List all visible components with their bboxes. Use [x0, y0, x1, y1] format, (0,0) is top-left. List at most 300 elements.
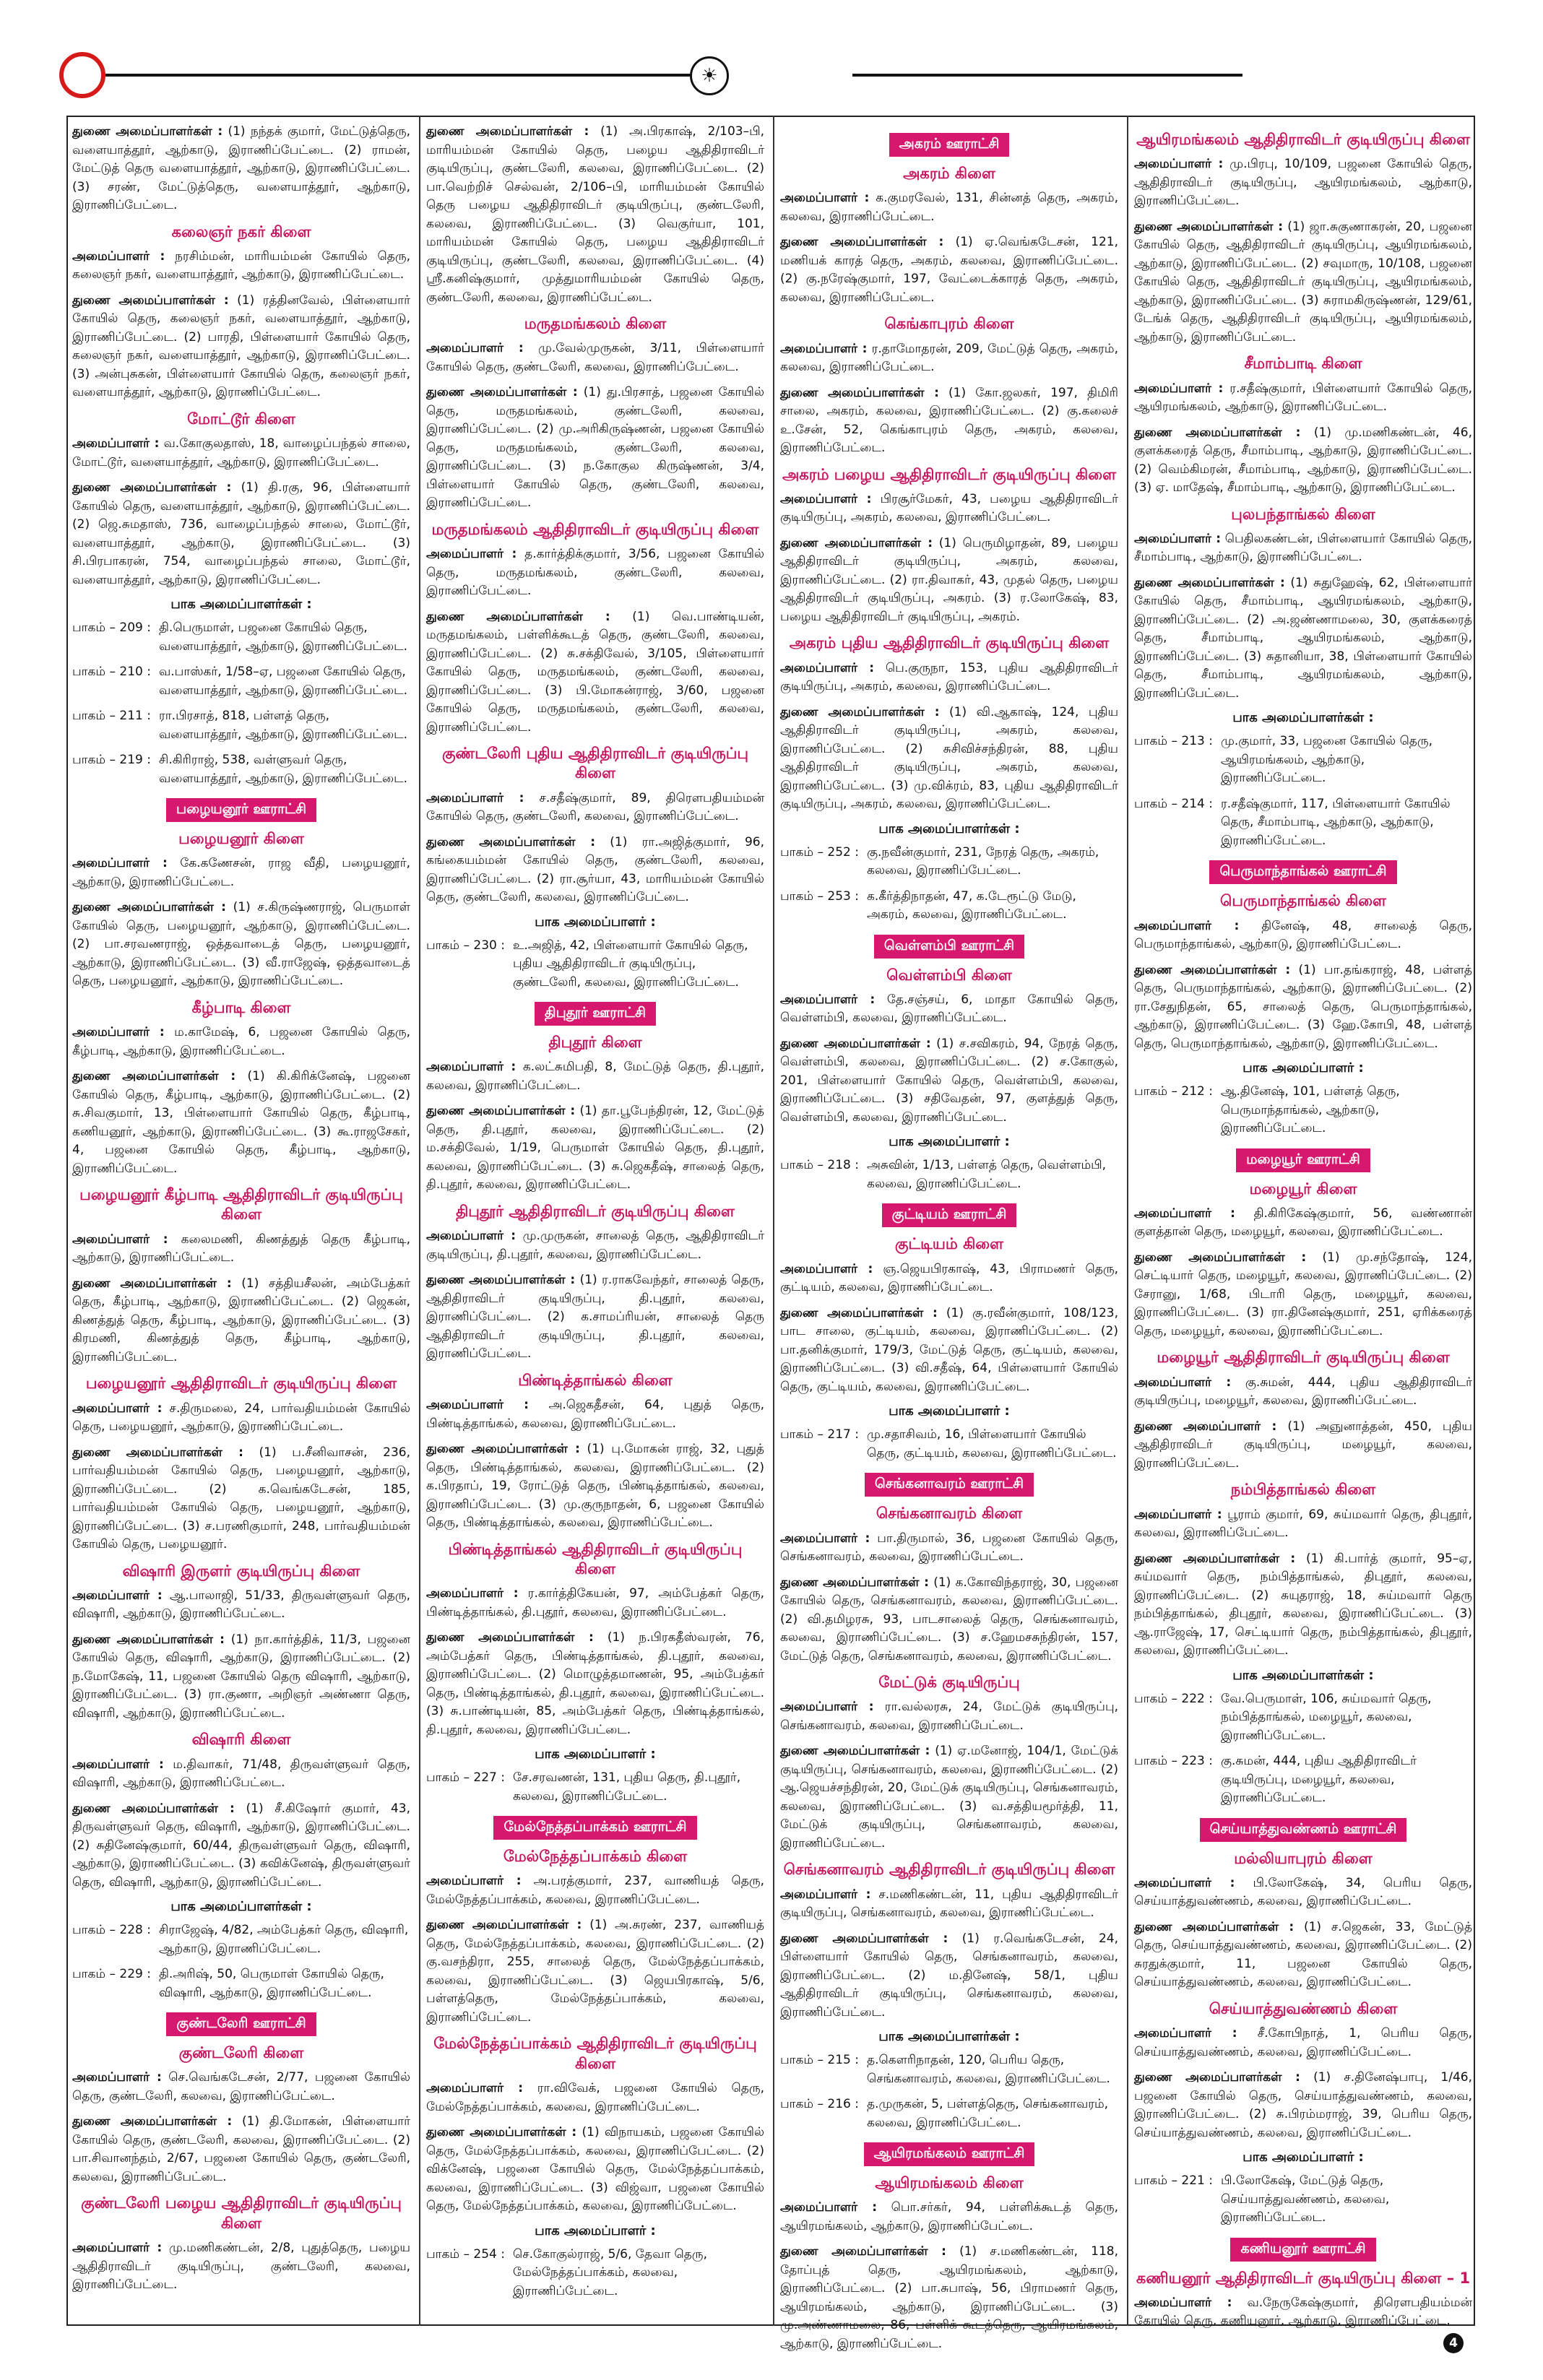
branch-heading: குண்டலேரி கிளை	[178, 2044, 304, 2062]
member-details: (1) ஜா.சுகுணாகரன், 20, பஜனை கோயில் தெரு, ஆதிதிராவிடர் குடியிருப்பு, ஆயிரமங்கலம், ஆற்காடு, இராணிப்பேட்டை. (2) சவுமாரு, 10/108, பஜனை கோயில் தெரு, ஆதிதிராவிடர் குடியிருப்பு, ஆயிரமங்கலம், ஆற்காடு, இராணிப்பேட்டை. (3) சுராமகிருஷ்ணன், 129/61, டேங்க் தெரு, ஆதிதிராவிடர் குடியிருப்பு, ஆயிரமங்கலம், ஆற்காடு, இராணிப்பேட்டை.	[1134, 219, 1472, 345]
member-details: (1) தி.மோகன், பிள்ளையார் கோயில் தெரு, குண்டலேரி, கலவை, இராணிப்பேட்டை. (2) பா.சிவானந்தம், 2/67, பஜனை கோயில் தெரு, குண்டலேரி, கலவை, இராணிப்பேட்டை.	[72, 2114, 411, 2184]
panchayat-title: கணியனூர் ஊராட்சி	[1230, 2238, 1375, 2262]
member-entry	[780, 2199, 1118, 2236]
branch-heading: நம்பித்தாங்கல் கிளை	[1230, 1481, 1376, 1499]
branch-heading: திபுதூர் கிளை	[548, 1034, 642, 1052]
member-details: (1) மு.மணிகண்டன், 46, குளக்கரைத் தெரு, சீமாம்பாடி, ஆற்காடு, இராணிப்பேட்டை. (2) வெம்கிமரன், சீமாம்பாடி, ஆற்காடு, இராணிப்பேட்டை. (3) ஏ. மாதேஷ், சீமாம்பாடி, ஆற்காடு, இராணிப்பேட்டை.	[1134, 425, 1473, 496]
ward-details: கு.சுமன், 444, புதிய ஆதிதிராவிடர் குடியிருப்பு, மழையூர், கலவை, இராணிப்பேட்டை.	[1221, 1754, 1417, 1806]
ward-details: தி.பெருமாள், பஜனை கோயில் தெரு, வளையாத்தூர், ஆற்காடு, இராணிப்பேட்டை.	[159, 620, 408, 654]
branch-section	[426, 520, 764, 737]
member-details: (1) ப.சீனிவாசன், 236, பார்வதியம்மன் கோயில் தெரு, பழையனூர், ஆற்காடு, இராணிப்பேட்டை. (2) க.வெங்கடேசன், 185, பார்வதியம்மன் கோயில் தெரு, பழையனூர், ஆற்காடு, இராணிப்பேட்டை. (3) ச.பரணிகுமார், 248, பார்வதியம்மன் கோயில் தெரு, பழையனூர்.	[72, 1445, 411, 1552]
member-entry	[1134, 2025, 1472, 2061]
ward-details: உ.அஜித், 42, பிள்ளையார் கோயில் தெரு, புதிய ஆதிதிராவிடர் குடியிருப்பு, குண்டலேரி, கலவை, இராணிப்பேட்டை.	[513, 938, 748, 990]
branch-section	[1134, 1480, 1472, 1807]
branch-section	[780, 133, 1118, 307]
page-header	[0, 0, 1543, 108]
member-details: கலைமணி, கிணத்துத் தெரு கீழ்பாடி, ஆற்காடு, இராணிப்பேட்டை.	[72, 1232, 411, 1265]
ward-entry	[1134, 795, 1472, 851]
role-label: துணை அமைப்பாளர்கள் :	[72, 900, 226, 915]
role-label: அமைப்பாளர் :	[780, 491, 872, 506]
member-entry	[72, 854, 410, 891]
role-label: அமைப்பாளர் :	[780, 1700, 874, 1715]
header-rule-left	[105, 74, 691, 77]
member-details: (1) நா.கார்த்திக், 11/3, பஜனை கோயில் தெரு, விஷாரி, ஆற்காடு, இராணிப்பேட்டை. (2) ந.மோகேஷ், 11, பஜனை கோயில் தெரு விஷாரி, ஆற்காடு, இராணிப்பேட்டை. (3) ரா.குணா, அறிஞர் அண்ணா தெரு, விஷாரி, ஆற்காடு, இராணிப்பேட்டை.	[72, 1632, 410, 1721]
branch-section	[1134, 130, 1472, 347]
branch-heading: மருதமங்கலம் ஆதிதிராவிடர் குடியிருப்பு கிளை	[431, 520, 759, 538]
role-label: துணை அமைப்பாளர்கள் :	[780, 235, 944, 250]
role-label: அமைப்பாளர் :	[72, 1588, 163, 1603]
panchayat-banner	[780, 935, 1118, 959]
branch-section	[72, 2194, 410, 2294]
ward-details: வே.பெருமாள், 106, சுய்மவார் தெரு, நம்பித்தாங்கல், மழையூர், கலவை, இராணிப்பேட்டை.	[1221, 1691, 1432, 1743]
branch-heading: அகரம் புதிய ஆதிதிராவிடர் குடியிருப்பு கிளை	[789, 634, 1110, 652]
member-entry	[780, 340, 1118, 377]
ward-number: பாகம் – 223 :	[1134, 1754, 1213, 1769]
member-details: (1) அ.பிரகாஷ், 2/103–பி, மாரியம்மன் கோயில் தெரு, பழைய ஆதிதிராவிடர் குடியிருப்பு, குண்டலேரி, கலவை, இராணிப்பேட்டை. (2) பா.வெற்றிச் செல்வன், 2/106–பி, மாரியம்மன் கோயில் தெரு பழைய ஆதிதிராவிடர் குடியிருப்பு, குண்டலேரி, கலவை, இராணிப்பேட்டை. (3) வெகுர்யா, 101, மாரியம்மன் கோயில் தெரு, பழைய ஆதிதிராவிடர் குடியிருப்பு, குண்டலேரி, கலவை, இராணிப்பேட்டை. (4) ஸ்ரீ.கனிஷ்குமார், முத்துமாரியம்மன் கோயில் தெரு, குண்டலேரி, கலவை, இராணிப்பேட்டை.	[426, 124, 765, 305]
member-entry	[72, 479, 410, 589]
branch-section	[1134, 1348, 1472, 1473]
role-label: அமைப்பாளர் :	[426, 547, 517, 562]
ward-entry	[72, 619, 410, 656]
role-label: துணை அமைப்பாளர்கள் :	[72, 1445, 243, 1460]
branch-heading: பழையனூர் ஆதிதிராவிடர் குடியிருப்பு கிளை	[85, 1375, 397, 1393]
member-entry	[426, 384, 764, 513]
member-entry	[1134, 1550, 1472, 1661]
role-label: துணை அமைப்பாளர்கள் :	[72, 1276, 232, 1291]
member-details: ர.தாமோதரன், 209, மேட்டுத் தெரு, அகரம், கலவை, இராணிப்பேட்டை.	[780, 341, 1119, 375]
member-details: (1) வி.ஆகாஷ், 124, புதிய ஆதிதிராவிடர் குடியிருப்பு, அகரம், கலவை, இராணிப்பேட்டை. (2) சுசிவிச்சந்திரன், 88, புதிய ஆதிதிராவிடர் குடியிருப்பு, அகரம், கலவை, இராணிப்பேட்டை. (3) மு.விக்ரம், 83, புதிய ஆதிதிராவிடர் குடியிருப்பு, அகரம், கலவை, இராணிப்பேட்டை.	[780, 704, 1119, 812]
role-label: அமைப்பாளர் :	[72, 1025, 165, 1040]
member-details: மு.வேல்முருகன், 3/11, பிள்ளையார் கோயில் தெரு, குண்டலேரி, கலவை, இராணிப்பேட்டை.	[426, 341, 764, 374]
member-entry	[426, 1872, 764, 1909]
member-details: ர.கார்த்திகேயன், 97, அம்பேத்கர் தெரு, பிண்டித்தாங்கல், தி.புதூர், கலவை, இராணிப்பேட்டை.	[426, 1586, 764, 1619]
role-label: அமைப்பாளர் :	[72, 856, 168, 871]
role-label: துணை அமைப்பாளர்கள் :	[1134, 425, 1301, 440]
ward-organisers-heading: பாக அமைப்பாளர்கள் :	[878, 821, 1020, 836]
ward-details: மு.குமார், 33, பஜனை கோயில் தெரு, ஆயிரமங்கலம், ஆற்காடு, இராணிப்பேட்டை.	[1221, 734, 1433, 786]
role-label: துணை அமைப்பாளர்கள் :	[426, 1918, 582, 1933]
role-label: அமைப்பாளர் :	[780, 660, 875, 675]
member-details: ரா.வல்லரசு, 24, மேட்டுக் குடியிருப்பு, செங்கனாவரம், கலவை, இராணிப்பேட்டை.	[780, 1700, 1119, 1733]
branch-heading: பிண்டித்தாங்கல் கிளை	[518, 1371, 673, 1389]
member-details: வ.கோகுலதாஸ், 18, வாழைப்பந்தல் சாலை, மோட்டூர், வளையாத்தூர், ஆற்காடு, இராணிப்பேட்டை.	[72, 436, 410, 469]
member-entry	[72, 1587, 410, 1624]
ward-number: பாகம் – 222 :	[1134, 1691, 1213, 1706]
branch-heading: திபுதூர் ஆதிதிராவிடர் குடியிருப்பு கிளை	[456, 1202, 735, 1220]
header-rule-right	[852, 74, 1242, 77]
ward-details: சிராஜேஷ், 4/82, அம்பேத்கர் தெரு, விஷாரி, ஆற்காடு, இராணிப்பேட்டை.	[159, 1923, 409, 1956]
member-details: பிரசூர்மேகர், 43, பழைய ஆதிதிராவிடர் குடியிருப்பு, அகரம், கலவை, இராணிப்பேட்டை.	[780, 491, 1118, 525]
member-entry	[1134, 1506, 1472, 1543]
role-label: துணை அமைப்பாளர்கள் :	[426, 1630, 594, 1645]
column-1	[72, 123, 410, 2319]
ward-organisers-heading: பாக அமைப்பாளர் :	[535, 914, 656, 930]
member-details: (1) தா.பூபேந்திரன், 12, மேட்டுத் தெரு, தி.புதூர், கலவை, இராணிப்பேட்டை. (2) ம.சக்திவேல், 1/19, பெருமாள் கோயில் தெரு, தி.புதூர், கலவை, இராணிப்பேட்டை. (3) சு.ஜெகதீஷ், சாலைத் தெரு, தி.புதூர், கலவை, இராணிப்பேட்டை.	[426, 1104, 764, 1193]
member-details: (1) ர.ராகவேந்தர், சாலைத் தெரு, ஆதிதிராவிடர் குடியிருப்பு, தி.புதூர், கலவை, இராணிப்பேட்டை. (2) க.சாமப்ரியன், சாலைத் தெரு ஆதிதிராவிடர் குடியிருப்பு, தி.புதூர், கலவை, இராணிப்பேட்டை.	[426, 1273, 765, 1362]
member-entry	[780, 233, 1118, 307]
member-entry	[780, 704, 1118, 814]
panchayat-banner	[426, 1816, 764, 1840]
member-details: (1) அஞுனாத்தன், 450, புதிய ஆதிதிராவிடர் குடியிருப்பு, மழையூர், கலவை, இராணிப்பேட்டை.	[1134, 1419, 1472, 1471]
member-entry	[426, 1629, 764, 1739]
member-entry	[72, 2069, 410, 2106]
ward-details: கு.நவீன்குமார், 231, நேரத் தெரு, அகரம், கலவை, இராணிப்பேட்டை.	[867, 844, 1099, 878]
branch-section	[1134, 1999, 1472, 2228]
member-details: (1) ஏ.வெங்கடேசன், 121, மணியக் காரத் தெரு, அகரம், கலவை, இராணிப்பேட்டை. (2) கு.நரேஷ்குமார், 197, வேட்டைக்காரத் தெரு, அகரம், கலவை, இராணிப்பேட்டை.	[780, 235, 1119, 305]
ward-entry	[1134, 732, 1472, 788]
branch-section	[72, 1562, 410, 1723]
branch-heading: அகரம் பழைய ஆதிதிராவிடர் குடியிருப்பு கிளை	[782, 465, 1117, 483]
role-label: துணை அமைப்பாளர்கள் :	[426, 1104, 576, 1119]
member-entry	[72, 248, 410, 285]
ward-entry	[72, 751, 410, 788]
branch-heading: குட்டியம் கிளை	[894, 1235, 1004, 1253]
role-label: துணை அமைப்பாளர் :	[1134, 1419, 1277, 1434]
branch-section	[426, 314, 764, 513]
member-entry	[1134, 380, 1472, 417]
branch-section	[780, 633, 1118, 924]
branch-heading: புலபந்தாங்கல் கிளை	[1231, 505, 1375, 523]
ward-number: பாகம் – 252 :	[780, 844, 859, 860]
branch-section	[426, 1371, 764, 1533]
panchayat-title: ஆயிரமங்கலம் ஊராட்சி	[864, 2142, 1035, 2166]
panchayat-title: குட்டியம் ஊராட்சி	[882, 1203, 1017, 1227]
branch-section	[72, 123, 410, 215]
member-entry	[1134, 1374, 1472, 1411]
member-entry	[72, 1231, 410, 1268]
role-label: துணை அமைப்பாளர்கள் :	[72, 293, 229, 308]
member-entry	[780, 991, 1118, 1028]
ward-entry	[426, 937, 764, 992]
branch-section	[780, 1673, 1118, 1853]
column-divider	[773, 116, 774, 2326]
role-label: அமைப்பாளர் :	[780, 1531, 870, 1546]
ward-organisers-heading: பாக அமைப்பாளர் :	[535, 1747, 656, 1762]
member-details: (1) கு.ரவீன்குமார், 108/123, பாட சாலை, குட்டியம், கலவை, இராணிப்பேட்டை. (2) பா.தனிக்குமார், 179/3, மேட்டுத் தெரு, குட்டியம், கலவை, இராணிப்பேட்டை. (3) வி.சதீஷ், 64, பிள்ளையார் கோயில் தெரு, குட்டியம், கலவை, இராணிப்பேட்டை.	[780, 1305, 1119, 1394]
page-number: 4	[1443, 2333, 1464, 2353]
role-label: துணை அமைப்பாளர்கள் :	[72, 124, 223, 139]
member-details: செ.வெங்கடேசன், 2/77, பஜனை கோயில் தெரு, குண்டலேரி, கலவை, இராணிப்பேட்டை.	[72, 2070, 411, 2103]
ward-number: பாகம் – 214 :	[1134, 796, 1213, 811]
red-circle-logo-icon	[59, 52, 105, 98]
panchayat-title: குண்டலேரி ஊராட்சி	[166, 2012, 316, 2036]
member-entry	[1134, 961, 1472, 1054]
column-3	[780, 123, 1119, 2351]
branch-section	[780, 1860, 1118, 2132]
member-entry	[426, 2124, 764, 2216]
panchayat-banner	[1134, 1818, 1472, 1842]
ward-details: வ.பாஸ்கர், 1/58–ஏ, பஜனை கோயில் தெரு, வளையாத்தூர், ஆற்காடு, இராணிப்பேட்டை.	[159, 665, 408, 698]
ward-details: பி.லோகேஷ், மேட்டுத் தெரு, செய்யாத்துவண்ணம், கலவை, இராணிப்பேட்டை.	[1221, 2173, 1390, 2225]
member-entry	[426, 834, 764, 907]
ward-organisers-heading: பாக அமைப்பாளர்கள் :	[170, 597, 312, 613]
role-label: அமைப்பாளர் :	[72, 2241, 163, 2256]
branch-section	[780, 465, 1118, 627]
member-entry	[426, 2080, 764, 2116]
role-label: அமைப்பாளர் :	[426, 2081, 524, 2096]
branch-section	[1134, 354, 1472, 497]
role-label: அமைப்பாளர் :	[1134, 1206, 1235, 1221]
ward-details: ஆ.தினேஷ், 101, பள்ளத் தெரு, பெருமாந்தாங்கல், ஆற்காடு, இராணிப்பேட்டை.	[1221, 1084, 1400, 1136]
ward-number: பாகம் – 230 :	[426, 938, 505, 953]
branch-section	[1134, 505, 1472, 851]
member-details: கே.கணேசன், ராஜ வீதி, பழையனூர், ஆற்காடு, இராணிப்பேட்டை.	[72, 856, 410, 889]
branch-section	[780, 2142, 1118, 2353]
member-details: (1) மு.சந்தோஷ், 124, செட்டியார் தெரு, மழையூர், கலவை, இராணிப்பேட்டை. (2) சேரானு, 1/68, பிடாரி தெரு, மழையூர், கலவை, இராணிப்பேட்டை. (3) ரா.தினேஷ்குமார், 251, ஏரிக்கரைத் தெரு, மழையூர், கலவை, இராணிப்பேட்டை.	[1134, 1250, 1473, 1338]
role-label: அமைப்பாளர் :	[426, 1060, 517, 1075]
role-label: அமைப்பாளர் :	[426, 1874, 522, 1889]
branch-heading: பெருமாந்தாங்கல் கிளை	[1219, 892, 1387, 910]
member-entry	[426, 789, 764, 826]
member-details: (1) கோ.ஜலகர், 197, திமிரி சாலை, அகரம், கலவை, இராணிப்பேட்டை. (2) கு.கலைச் உ.சேன், 52, கெங்காபுரம் தெரு, அகரம், கலவை, இராணிப்பேட்டை.	[780, 385, 1118, 456]
ward-details: க.கீர்த்திநாதன், 47, க.டேரூட்டு மேடு, அகரம், கலவை, இராணிப்பேட்டை.	[867, 888, 1076, 922]
role-label: துணை அமைப்பாளர்கள் :	[426, 1273, 576, 1288]
role-label: அமைப்பாளர் :	[72, 1757, 164, 1772]
member-details: (1) க.கோவிந்தராஜ், 30, பஜனை கோயில் தெரு, செங்கனாவரம், கலவை, இராணிப்பேட்டை. (2) வி.தமிழரசு, 93, பாடசாலைத் தெரு, செங்கனாவரம், கலவை, இராணிப்பேட்டை. (3) ச.ஹேமசசுந்திரன், 157, மேட்டுத் தெரு, செங்கனாவரம், கலவை, இராணிப்பேட்டை.	[780, 1575, 1119, 1663]
ward-entry	[426, 2246, 764, 2301]
ward-organisers-heading: பாக அமைப்பாளர் :	[1242, 1060, 1364, 1076]
ward-organisers-heading: பாக அமைப்பாளர்கள் :	[1232, 710, 1374, 726]
role-label: துணை அமைப்பாளர்கள் :	[426, 385, 578, 400]
role-label: அமைப்பாளர் :	[1134, 2295, 1232, 2310]
ward-number: பாகம் – 229 :	[72, 1967, 151, 1982]
member-details: ர.சதீஷ்குமார், பிள்ளையார் கோயில் தெரு, ஆயிரமங்கலம், ஆற்காடு, இராணிப்பேட்டை.	[1134, 381, 1472, 415]
member-entry	[72, 1800, 410, 1892]
ward-details: ரா.பிரசாத், 818, பள்ளத் தெரு, வளையாத்தூர், ஆற்காடு, இராணிப்பேட்டை.	[159, 709, 408, 742]
branch-section	[426, 2034, 764, 2301]
member-entry	[780, 1530, 1118, 1567]
role-label: துணை அமைப்பாளர்கள் :	[780, 1744, 930, 1759]
column-2	[426, 123, 764, 2319]
branch-section	[780, 1473, 1118, 1666]
ward-number: பாகம் – 228 :	[72, 1923, 151, 1938]
ward-number: பாகம் – 209 :	[72, 620, 151, 636]
branch-section	[1134, 2238, 1472, 2331]
role-label: துணை அமைப்பாளர்கள் :	[426, 124, 589, 139]
panchayat-title: பெருமாந்தாங்கல் ஊராட்சி	[1209, 860, 1396, 884]
ward-number: பாகம் – 253 :	[780, 888, 859, 904]
branch-section	[426, 123, 764, 307]
ward-entry	[72, 1965, 410, 2002]
member-entry	[72, 1024, 410, 1060]
branch-heading: கெங்காபுரம் கிளை	[884, 315, 1014, 333]
branch-section	[72, 1185, 410, 1367]
member-entry	[1134, 1205, 1472, 1242]
member-entry	[426, 1585, 764, 1622]
member-entry	[1134, 1418, 1472, 1474]
branch-heading: மேல்நேத்தப்பாக்கம் ஆதிதிராவிடர் குடியிருப்பு கிளை	[433, 2035, 757, 2072]
panchayat-title: அகரம் ஊராட்சி	[889, 133, 1010, 157]
ward-number: பாகம் – 210 :	[72, 665, 151, 680]
member-details: பா.திருமால், 36, பஜனை கோயில் தெரு, செங்கனாவரம், கலவை, இராணிப்பேட்டை.	[780, 1531, 1119, 1565]
role-label: துணை அமைப்பாளர்கள் :	[1134, 1919, 1295, 1934]
member-details: ம.திவாகர், 71/48, திருவள்ளுவர் தெரு, விஷாரி, ஆற்காடு, இராணிப்பேட்டை.	[72, 1757, 411, 1791]
role-label: துணை அமைப்பாளர்கள் :	[426, 2125, 577, 2140]
role-label: துணை அமைப்பாளர்கள் :	[780, 1931, 948, 1946]
member-entry	[780, 2243, 1118, 2353]
panchayat-banner	[1134, 860, 1472, 884]
ward-organisers-heading: பாக அமைப்பாளர் :	[889, 1403, 1010, 1419]
member-entry	[426, 545, 764, 601]
member-details: ஞ.ஜெயபிரகாஷ், 43, பிராமணர் தெரு, குட்டியம், கலவை, இராணிப்பேட்டை.	[780, 1261, 1119, 1295]
panchayat-banner	[780, 1203, 1118, 1227]
member-entry	[1134, 155, 1472, 211]
ward-details: த.கௌரிநாதன், 120, பெரிய தெரு, செங்கனாவரம், கலவை, இராணிப்பேட்டை.	[867, 2053, 1110, 2086]
member-details: ம.காமேஷ், 6, பஜனை கோயில் தெரு, கீழ்பாடி, ஆற்காடு, இராணிப்பேட்டை.	[72, 1025, 410, 1058]
member-details: (1) சீ.கிஷோர் குமார், 43, திருவள்ளுவர் தெரு, விஷாரி, ஆற்காடு, இராணிப்பேட்டை. (2) சுதினேஷ்குமார், 60/44, திருவள்ளுவர் தெரு, விஷாரி, ஆற்காடு, இராணிப்பேட்டை. (3) கவிக்னேஷ், திருவள்ளுவர் தெரு, விஷாரி, ஆற்காடு, இராணிப்பேட்டை.	[72, 1801, 411, 1890]
ward-details: த.முருகன், 5, பள்ளத்தெரு, செங்கனாவரம், கலவை, இராணிப்பேட்டை.	[867, 2097, 1109, 2130]
ward-details: சே.சரவணன், 131, புதிய தெரு, தி.புதூர், கலவை, இராணிப்பேட்டை.	[513, 1770, 741, 1804]
role-label: துணை அமைப்பாளர்கள் :	[426, 609, 610, 624]
role-label: துணை அமைப்பாளர்கள் :	[1134, 1551, 1296, 1566]
member-details: மு.மணிகண்டன், 2/8, புதுத்தெரு, பழைய ஆதிதிராவிடர் குடியிருப்பு, குண்டலேரி, கலவை, இராணிப்பேட்டை.	[72, 2241, 411, 2293]
member-entry	[780, 1698, 1118, 1735]
member-entry	[780, 535, 1118, 627]
panchayat-banner	[72, 2012, 410, 2036]
ward-entry	[1134, 1083, 1472, 1138]
member-details: சீ.கோபிநாத், 1, பெரிய தெரு, செய்யாத்துவண்ணம், கலவை, இராணிப்பேட்டை.	[1134, 2026, 1472, 2059]
branch-section	[780, 935, 1118, 1194]
member-entry	[1134, 2294, 1472, 2331]
member-entry	[72, 1756, 410, 1793]
member-entry	[1134, 424, 1472, 498]
branch-heading: செங்கனாவரம் கிளை	[876, 1505, 1023, 1523]
role-label: அமைப்பாளர் :	[1134, 918, 1240, 933]
member-details: (1) பா.தங்கராஜ், 48, பள்ளத் தெரு, பெருமாந்தாங்கல், ஆற்காடு, இராணிப்பேட்டை. (2) ரா.சேதுநிதன், 65, சாலைத் தெரு, பெருமாந்தாங்கல், ஆற்காடு, இராணிப்பேட்டை. (3) ஹே.கோபி, 48, பள்ளத் தெரு, பெருமாந்தாங்கல், ஆற்காடு, இராணிப்பேட்டை.	[1134, 962, 1473, 1051]
member-details: ச.சதீஷ்குமார், 89, திரௌபதியம்மன் கோயில் தெரு, குண்டலேரி, கலவை, இராணிப்பேட்டை.	[426, 790, 764, 824]
ward-organisers-heading: பாக அமைப்பாளர் :	[889, 1134, 1010, 1150]
member-entry	[780, 1304, 1118, 1397]
member-details: (1) சத்தியசீலன், அம்பேத்கர் தெரு, கீழ்பாடி, ஆற்காடு, இராணிப்பேட்டை. (2) ஜெகன், கிணத்துத் தெரு, கீழ்பாடி, ஆற்காடு, இராணிப்பேட்டை. (3) கிரமணி, கிணத்துத் தெரு, கீழ்பாடி, ஆற்காடு, இராணிப்பேட்டை.	[72, 1276, 411, 1364]
member-entry	[1134, 1874, 1472, 1911]
ward-number: பாகம் – 216 :	[780, 2097, 859, 2112]
member-entry	[426, 1058, 764, 1095]
branch-heading: வெள்ளம்பி கிளை	[886, 966, 1012, 984]
role-label: துணை அமைப்பாளர்கள் :	[780, 535, 933, 550]
member-details: (1) விநாயகம், பஜனை கோயில் தெரு, மேல்நேத்தப்பாக்கம், கலவை, இராணிப்பேட்டை. (2) விக்னேஷ், பஜனை கோயில் தெரு, மேல்நேத்தப்பாக்கம், கலவை, இராணிப்பேட்டை. (3) விஜ்வா, பஜனை கோயில் தெரு, மேல்நேத்தப்பாக்கம், கலவை, இராணிப்பேட்டை.	[426, 2125, 765, 2214]
ward-entry	[780, 1156, 1118, 1193]
ward-number: பாகம் – 218 :	[780, 1158, 859, 1173]
role-label: அமைப்பாளர் :	[426, 1398, 529, 1413]
branch-section	[1134, 1818, 1472, 1992]
branch-heading: மேல்நேத்தப்பாக்கம் கிளை	[503, 1848, 688, 1866]
role-label: துணை அமைப்பாளர்கள் :	[780, 704, 940, 719]
member-entry	[1134, 917, 1472, 954]
ward-organisers-heading: பாக அமைப்பாளர் :	[1242, 2150, 1364, 2165]
member-entry	[72, 292, 410, 402]
rising-sun-emblem-icon: ☀	[690, 56, 729, 95]
role-label: துணை அமைப்பாளர்கள் :	[72, 480, 232, 496]
member-details: பூராம் குமார், 69, சுய்மவார் தெரு, திபுதூர், கலவை, இராணிப்பேட்டை.	[1134, 1507, 1472, 1541]
role-label: அமைப்பாளர் :	[72, 248, 165, 264]
ward-entry	[72, 1921, 410, 1958]
member-details: பெ.குருநா, 153, புதிய ஆதிதிராவிடர் குடியிருப்பு, அகரம், கலவை, இராணிப்பேட்டை.	[780, 660, 1119, 694]
branch-section	[72, 998, 410, 1178]
panchayat-banner	[72, 798, 410, 822]
branch-heading: மழையூர் கிளை	[1249, 1180, 1357, 1198]
branch-heading: கலைஞர் நகர் கிளை	[171, 222, 311, 241]
member-details: பொ.சர்கர், 94, பள்ளிக்கூடத் தெரு, ஆயிரமங்கலம், ஆற்காடு, இராணிப்பேட்டை.	[780, 2200, 1118, 2233]
ward-entry	[780, 888, 1118, 925]
member-details: ச.மணிகண்டன், 11, புதிய ஆதிதிராவிடர் குடியிருப்பு, செங்கனாவரம், கலவை, இராணிப்பேட்டை.	[780, 1887, 1119, 1921]
ward-entry	[780, 2051, 1118, 2088]
panchayat-title: திபுதூர் ஊராட்சி	[535, 1002, 656, 1026]
role-label: அமைப்பாளர் :	[780, 191, 870, 206]
branch-heading: பழையனூர் கிளை	[178, 830, 304, 848]
ward-number: பாகம் – 212 :	[1134, 1084, 1213, 1099]
member-details: (1) ச.ஜெகன், 33, மேட்டுத் தெரு, செய்யாத்துவண்ணம், கலவை, இராணிப்பேட்டை. (2) சுரதுக்குமார், 11, பஜனை கோயில் தெரு, செய்யாத்துவண்ணம், கலவை, இராணிப்பேட்டை.	[1134, 1919, 1473, 1990]
ward-details: மு.சதாசிவம், 16, பிள்ளையார் கோயில் தெரு, குட்டியம், கலவை, இராணிப்பேட்டை.	[867, 1427, 1117, 1461]
member-entry	[426, 1271, 764, 1364]
role-label: துணை அமைப்பாளர்கள் :	[426, 1442, 580, 1457]
member-details: (1) ச.மணிகண்டன், 118, தோப்புத் தெரு, ஆயிரமங்கலம், ஆற்காடு, இராணிப்பேட்டை. (2) பா.சுபாஷ், 56, பிராமணர் தெரு, ஆயிரமங்கலம், ஆற்காடு, இராணிப்பேட்டை. (3) மு.அண்ணாமலை, 86, பள்ளிக் கூடத்தெரு, ஆயிரமங்கலம், ஆற்காடு, இராணிப்பேட்டை.	[780, 2244, 1119, 2351]
panchayat-title: மழையூர் ஊராட்சி	[1236, 1148, 1370, 1172]
member-details: பெதிலகண்டன், பிள்ளையார் கோயில் தெரு, சீமாம்பாடி, ஆற்காடு, இராணிப்பேட்டை.	[1134, 531, 1473, 565]
ward-number: பாகம் – 213 :	[1134, 734, 1213, 749]
branch-heading: பழையனூர் கீழ்பாடி ஆதிதிராவிடர் குடியிருப்பு கிளை	[79, 1186, 403, 1224]
panchayat-title: பழையனூர் ஊராட்சி	[166, 798, 316, 822]
role-label: துணை அமைப்பாளர்கள் :	[780, 1036, 931, 1051]
branch-section	[426, 1540, 764, 1806]
branch-heading: குண்டலேரி பழைய ஆதிதிராவிடர் குடியிருப்பு கிளை	[81, 2194, 402, 2232]
branch-section	[72, 222, 410, 402]
ward-number: பாகம் – 227 :	[426, 1770, 505, 1786]
member-entry	[72, 899, 410, 991]
member-details: வ.நேருகேஷ்குமார், திரௌபதியம்மன் கோயில் தெரு, கணியனூர், ஆற்காடு, இராணிப்பேட்டை.	[1134, 2295, 1473, 2329]
role-label: அமைப்பாளர் :	[1134, 381, 1224, 396]
role-label: அமைப்பாளர் :	[780, 1261, 873, 1276]
member-entry	[780, 384, 1118, 458]
member-entry	[780, 1035, 1118, 1128]
member-details: (1) நந்தக் குமார், மேட்டுத்தெரு, வளையாத்தூர், ஆற்காடு, இராணிப்பேட்டை. (2) ராமன், மேட்டுத் தெரு வளையாத்தூர், ஆற்காடு, இராணிப்பேட்டை. (3) சரண், மேட்டுத்தெரு, வளையாத்தூர், ஆற்காடு, இராணிப்பேட்டை.	[72, 124, 411, 212]
member-entry	[780, 1742, 1118, 1853]
member-entry	[780, 1574, 1118, 1666]
branch-heading: ஆயிரமங்கலம் கிளை	[875, 2174, 1024, 2192]
member-entry	[426, 1396, 764, 1433]
branch-heading: கணியனூர் ஆதிதிராவிடர் குடியிருப்பு கிளை – 1	[1136, 2269, 1471, 2287]
member-details: மு.முருகன், சாலைத் தெரு, ஆதிதிராவிடர் குடியிருப்பு, தி.புதூர், கலவை, இராணிப்பேட்டை.	[426, 1229, 765, 1262]
role-label: துணை அமைப்பாளர்கள் :	[1134, 1250, 1307, 1265]
member-details: மு.பிரபு, 10/109, பஜனை கோயில் தெரு, ஆதிதிராவிடர் குடியிருப்பு, ஆயிரமங்கலம், ஆற்காடு, இராணிப்பேட்டை.	[1134, 157, 1473, 209]
role-label: அமைப்பாளர் :	[1134, 1375, 1232, 1390]
member-entry	[72, 1631, 410, 1723]
column-4	[1134, 123, 1473, 2329]
member-entry	[1134, 574, 1472, 704]
role-label: அமைப்பாளர் :	[72, 2070, 162, 2085]
ward-entry	[780, 844, 1118, 880]
branch-heading: மழையூர் ஆதிதிராவிடர் குடியிருப்பு கிளை	[1157, 1349, 1450, 1367]
role-label: துணை அமைப்பாளர்கள் :	[1134, 575, 1285, 590]
panchayat-banner	[426, 1002, 764, 1026]
member-details: (1) பு.மோகன் ராஜ், 32, புதுத் தெரு, பிண்டித்தாங்கல், கலவை, இராணிப்பேட்டை. (2) க.பிரதாப், 19, ரோட்டுத் தெரு, பிண்டித்தாங்கல், கலவை, இராணிப்பேட்டை. (3) மு.குருநாதன், 6, பஜனை கோயில் தெரு, பிண்டித்தாங்கல், கலவை, இராணிப்பேட்டை.	[426, 1442, 765, 1531]
member-entry	[780, 189, 1118, 226]
branch-heading: ஆயிரமங்கலம் ஆதிதிராவிடர் குடியிருப்பு கிளை	[1136, 131, 1470, 148]
member-details: ரா.விவேக், பஜனை கோயில் தெரு, மேல்நேத்தப்பாக்கம், கலவை, இராணிப்பேட்டை.	[426, 2081, 764, 2114]
panchayat-banner	[780, 2142, 1118, 2166]
member-entry	[780, 1260, 1118, 1297]
ward-details: அசுவின், 1/13, பள்ளத் தெரு, வெள்ளம்பி, கலவை, இராணிப்பேட்டை.	[867, 1158, 1107, 1191]
ward-details: செ.கோகுல்ராஜ், 5/6, தேவா தெரு, மேல்நேத்தப்பாக்கம், கலவை, இராணிப்பேட்டை.	[513, 2246, 707, 2298]
role-label: அமைப்பாளர் :	[780, 2200, 878, 2215]
branch-section	[426, 1002, 764, 1195]
ward-number: பாகம் – 211 :	[72, 709, 151, 724]
branch-heading: செய்யாத்துவண்ணம் கிளை	[1209, 1999, 1398, 2017]
ward-organisers-heading: பாக அமைப்பாளர்கள் :	[1232, 1667, 1374, 1683]
branch-section	[426, 1202, 764, 1364]
role-label: அமைப்பாளர் :	[1134, 1507, 1222, 1522]
member-entry	[426, 1227, 764, 1264]
role-label: துணை அமைப்பாளர்கள் :	[426, 834, 596, 849]
